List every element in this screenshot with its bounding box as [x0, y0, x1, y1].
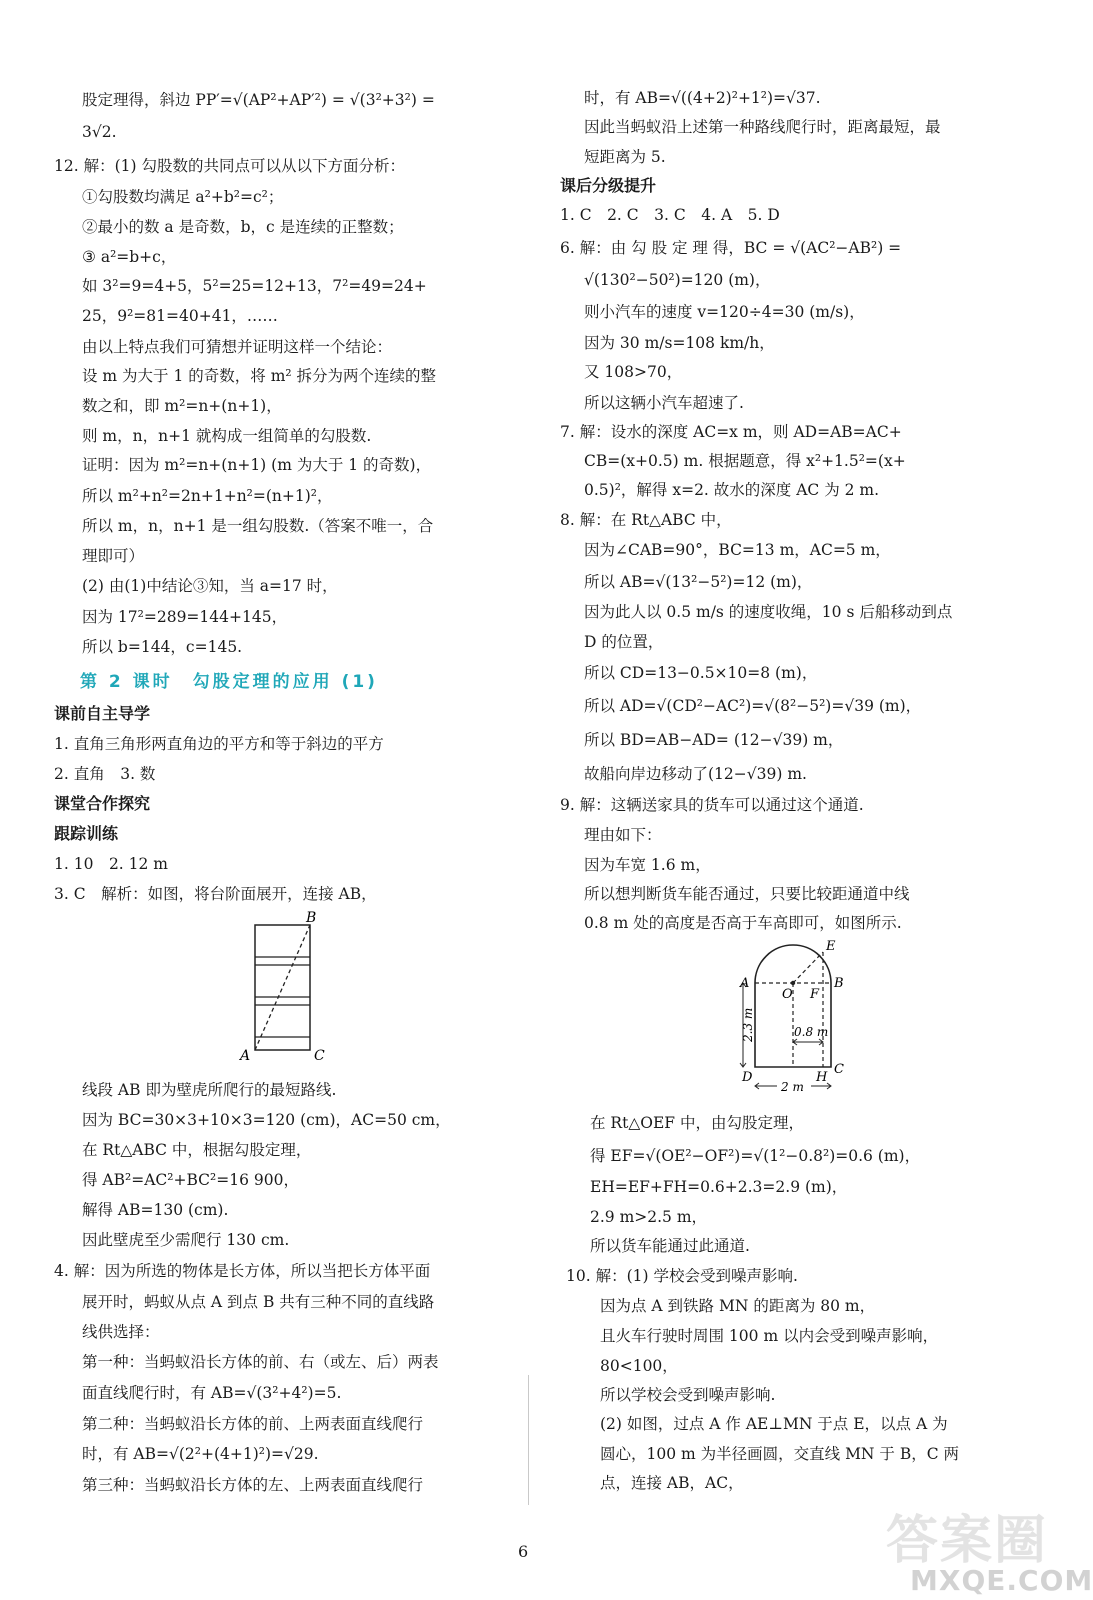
text-line: 因为∠CAB=90°，BC=13 m，AC=5 m，: [584, 541, 891, 559]
text-line: 圆心，100 m 为半径画圆，交直线 MN 于 B，C 两: [600, 1445, 960, 1463]
text-line: 得 EF=√(OE²−OF²)=√(1²−0.8²)=0.6 (m)，: [590, 1147, 921, 1165]
text-line: 所以 m，n，n+1 是一组勾股数.（答案不唯一，合: [82, 517, 434, 535]
label-2m: 2 m: [781, 1080, 804, 1094]
text-line: ①勾股数均满足 a²+b²=c²；: [82, 188, 284, 206]
text-line: 因此壁虎至少需爬行 130 cm.: [82, 1231, 290, 1249]
section-header: 跟踪训练: [54, 824, 119, 843]
text-line: 所以 CD=13−0.5×10=8 (m)，: [584, 664, 818, 682]
text-line: 因为此人以 0.5 m/s 的速度收绳，10 s 后船移动到点: [584, 603, 953, 621]
text-line: 设 m 为大于 1 的奇数，将 m² 拆分为两个连续的整: [82, 367, 437, 385]
text-line: 1. 直角三角形两直角边的平方和等于斜边的平方: [54, 735, 384, 753]
text-line: 所以 m²+n²=2n+1+n²=(n+1)²，: [82, 487, 333, 505]
text-line: 第二种：当蚂蚁沿长方体的前、上两表面直线爬行: [82, 1415, 424, 1433]
text-line: 第一种：当蚂蚁沿长方体的前、右（或左、后）两表: [82, 1353, 439, 1371]
page-number: 6: [518, 1542, 529, 1561]
text-line: 2.9 m>2.5 m，: [590, 1208, 708, 1226]
text-line: 7. 解：设水的深度 AC=x m，则 AD=AB=AC+: [560, 423, 902, 441]
text-line: 3. C 解析：如图，将台阶面展开，连接 AB，: [54, 885, 377, 903]
label-a: A: [740, 976, 750, 991]
text-line: 所以 AB=√(13²−5²)=12 (m)，: [584, 573, 813, 591]
text-line: 则小汽车的速度 v=120÷4=30 (m/s)，: [584, 303, 865, 321]
label-h: H: [816, 1070, 828, 1085]
text-line: 得 AB²=AC²+BC²=16 900，: [82, 1171, 299, 1189]
text-line: 线供选择：: [82, 1323, 160, 1341]
text-line: 3√2.: [82, 123, 117, 141]
text-line: 10. 解：(1) 学校会受到噪声影响.: [566, 1267, 798, 1285]
text-line: 点，连接 AB，AC，: [600, 1474, 744, 1492]
text-line: (2) 如图，过点 A 作 AE⊥MN 于点 E，以点 A 为: [600, 1415, 948, 1433]
text-line: 因为车宽 1.6 m，: [584, 856, 711, 874]
label-08m: 0.8 m: [794, 1025, 829, 1039]
radius-oe-dashed: [793, 952, 823, 983]
text-line: 第三种：当蚂蚁沿长方体的左、上两表面直线爬行: [82, 1476, 424, 1494]
text-line: 1. 10 2. 12 m: [54, 855, 169, 873]
text-line: 解得 AB=130 (cm).: [82, 1201, 229, 1219]
text-line: 如 3²=9=4+5，5²=25=12+13，7²=49=24+: [82, 277, 427, 295]
text-line: 展开时，蚂蚁从点 A 到点 B 共有三种不同的直线路: [82, 1293, 435, 1311]
text-line: 由以上特点我们可猜想并证明这样一个结论：: [82, 338, 393, 356]
section-header: 课后分级提升: [560, 176, 657, 195]
label-a: A: [240, 1048, 251, 1064]
text-line: 证明：因为 m²=n+(n+1) (m 为大于 1 的奇数)，: [82, 456, 432, 474]
stairs-unfold-figure: [230, 905, 340, 1065]
path-ab-dashed: [255, 925, 310, 1050]
text-line: 数之和，即 m²=n+(n+1)，: [82, 397, 282, 415]
lesson-title: 第 2 课时 勾股定理的应用 (1): [80, 672, 378, 692]
section-header: 课前自主导学: [54, 704, 151, 723]
text-line: 所以货车能通过此通道.: [590, 1237, 750, 1255]
watermark-text: MXQE.COM: [910, 1564, 1093, 1597]
text-line: D 的位置，: [584, 633, 664, 651]
text-line: 25，9²=81=40+41，……: [82, 307, 278, 325]
text-line: 面直线爬行时，有 AB=√(3²+4²)=5.: [82, 1384, 342, 1402]
text-line: 时，有 AB=√((4+2)²+1²)=√37.: [584, 89, 821, 107]
text-line: 因为点 A 到铁路 MN 的距离为 80 m，: [600, 1297, 876, 1315]
label-height: 2.3 m: [741, 1007, 755, 1042]
text-line: 80<100，: [600, 1357, 678, 1375]
text-line: 1. C 2. C 3. C 4. A 5. D: [560, 206, 780, 224]
label-d: D: [742, 1070, 753, 1085]
text-line: 6. 解：由 勾 股 定 理 得，BC = √(AC²−AB²) =: [560, 239, 902, 257]
text-line: 短距离为 5.: [584, 148, 666, 166]
text-line: 因为 17²=289=144+145，: [82, 608, 288, 626]
text-line: 因为 30 m/s=108 km/h，: [584, 334, 775, 352]
text-line: 在 Rt△OEF 中，由勾股定理，: [590, 1114, 804, 1132]
text-line: 所以 b=144，c=145.: [82, 638, 243, 656]
text-line: 12. 解：(1) 勾股数的共同点可以从以下方面分析：: [54, 157, 405, 175]
column-divider: [528, 1375, 529, 1505]
text-line: 0.8 m 处的高度是否高于车高即可，如图所示.: [584, 914, 902, 932]
section-header: 课堂合作探究: [54, 794, 151, 813]
figure-outline: [255, 925, 310, 1050]
text-line: 线段 AB 即为壁虎所爬行的最短路线.: [82, 1081, 337, 1099]
tunnel-figure: [730, 940, 880, 1105]
text-line: 因此当蚂蚁沿上述第一种路线爬行时，距离最短，最: [584, 118, 941, 136]
text-line: √(130²−50²)=120 (m)，: [584, 271, 771, 289]
text-line: 8. 解：在 Rt△ABC 中，: [560, 511, 732, 529]
text-line: 理由如下：: [584, 826, 662, 844]
text-line: 理即可）: [82, 547, 145, 565]
text-line: 则 m，n，n+1 就构成一组简单的勾股数.: [82, 427, 372, 445]
text-line: EH=EF+FH=0.6+2.3=2.9 (m)，: [590, 1178, 848, 1196]
text-line: 所以想判断货车能否通过，只要比较距通道中线: [584, 885, 910, 903]
text-line: 所以学校会受到噪声影响.: [600, 1386, 776, 1404]
text-line: 在 Rt△ABC 中，根据勾股定理，: [82, 1141, 312, 1159]
watermark-logo: [870, 1492, 1093, 1597]
text-line: CB=(x+0.5) m. 根据题意，得 x²+1.5²=(x+: [584, 452, 906, 470]
text-line: 时，有 AB=√(2²+(4+1)²)=√29.: [82, 1445, 319, 1463]
text-line: (2) 由(1)中结论③知，当 a=17 时，: [82, 577, 338, 595]
text-line: 又 108>70，: [584, 363, 683, 381]
text-line: 9. 解：这辆送家具的货车可以通过这个通道.: [560, 796, 864, 814]
label-f: F: [810, 987, 820, 1002]
text-line: ③ a²=b+c，: [82, 248, 177, 266]
label-c: C: [834, 1062, 844, 1077]
label-c: C: [314, 1048, 325, 1064]
text-line: 所以 BD=AB−AD= (12−√39) m，: [584, 731, 844, 749]
text-line: ②最小的数 a 是奇数，b，c 是连续的正整数；: [82, 218, 404, 236]
center-point-o: [791, 981, 795, 985]
text-line: 故船向岸边移动了(12−√39) m.: [584, 765, 807, 783]
label-e: E: [826, 939, 836, 954]
text-line: 所以这辆小汽车超速了.: [584, 394, 744, 412]
label-b: B: [306, 910, 317, 926]
text-line: 所以 AD=√(CD²−AC²)=√(8²−5²)=√39 (m)，: [584, 697, 922, 715]
watermark-glyphs: 答案圈: [886, 1511, 1049, 1571]
text-line: 2. 直角 3. 数: [54, 765, 156, 783]
text-line: 股定理得，斜边 PP′=√(AP²+AP′²) = √(3²+3²) =: [82, 91, 435, 109]
text-line: 且火车行驶时周围 100 m 以内会受到噪声影响，: [600, 1327, 939, 1345]
label-o: O: [782, 987, 793, 1002]
text-line: 4. 解：因为所选的物体是长方体，所以当把长方体平面: [54, 1262, 431, 1280]
text-line: 0.5)²，解得 x=2. 故水的深度 AC 为 2 m.: [584, 481, 880, 499]
text-line: 因为 BC=30×3+10×3=120 (cm)，AC=50 cm，: [82, 1111, 451, 1129]
label-b: B: [834, 976, 844, 991]
